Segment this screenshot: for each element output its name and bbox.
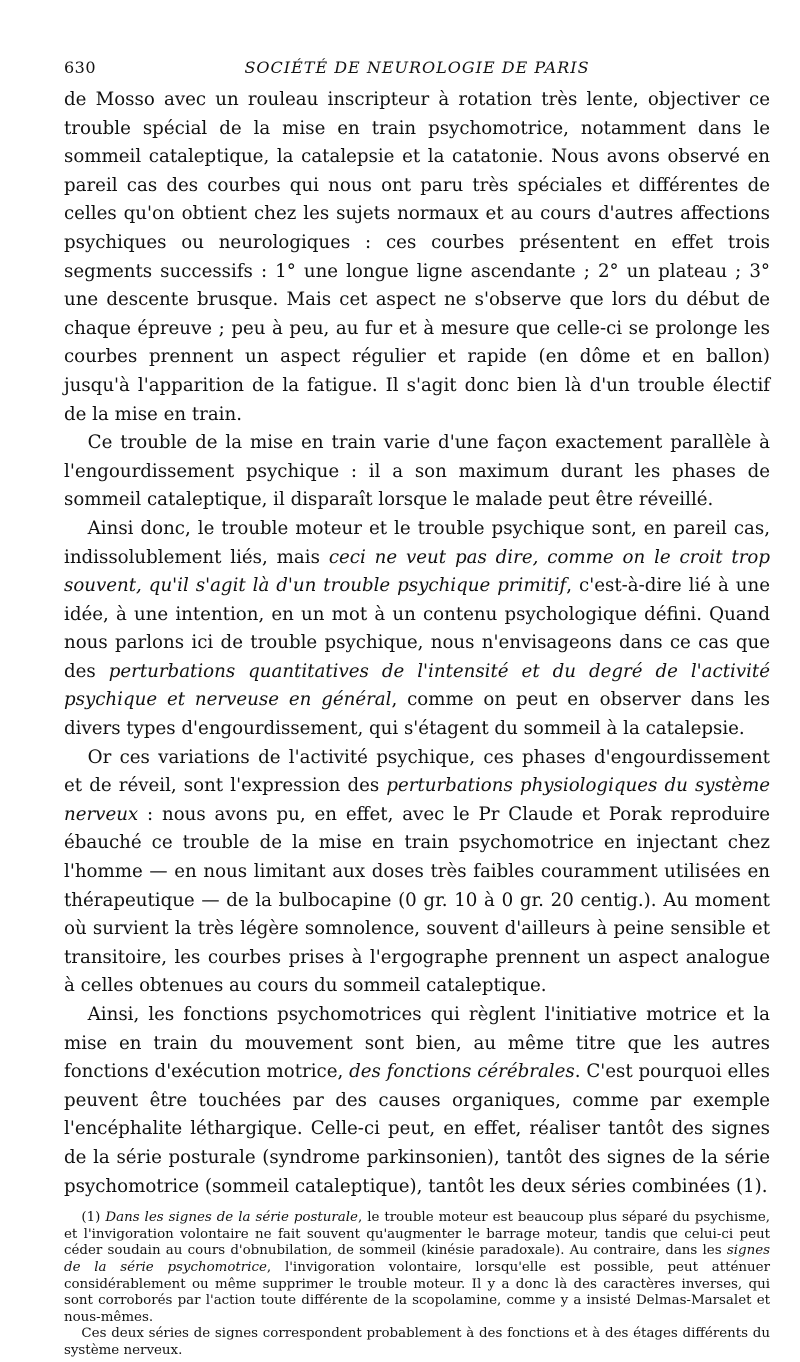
paragraph-2 (64, 429, 770, 515)
text-run: Ainsi donc, le trouble moteur et le trouble psychique sont, en pareil cas, indissolublement liés, mais (64, 517, 770, 568)
italic-phrase: perturbations physiologiques du système nerveux (64, 775, 770, 825)
text-run: , le trouble moteur est beaucoup plus séparé du psychisme, et l'invigoration volontaire ne fait souvent qu'augmenter le barrage moteur, tandis que celui-ci peut céder soudain au cours d'obnubilation, de sommeil (kinésie paradoxale). Au contraire, dans les (64, 1210, 770, 1259)
text-run: , l'invigoration volontaire, lorsqu'elle est possible, peut atténuer considérablement ou même supprimer le trouble moteur. Il y a donc là des caractères inverses, qui sont corroborés par l'action toute différente de la scopolamine, comme y a insisté Delmas-Marsalet et nous-mêmes. (64, 1259, 770, 1325)
footnote-1 (64, 1210, 770, 1326)
text-run: (1) (81, 1210, 106, 1226)
running-title: SOCIÉTÉ DE NEUROLOGIE DE PARIS (244, 58, 590, 77)
italic-phrase: des fonctions cérébrales (349, 1061, 575, 1083)
text-run: Ces deux séries de signes correspondent probablement à des fonctions et à des étages différents du système nerveux. (64, 1326, 770, 1358)
italic-phrase: signes de la série psychomotrice (64, 1243, 770, 1275)
text-run: de Mosso avec un rouleau inscripteur à rotation très lente, objectiver ce trouble spécial de la mise en train psychomotrice, notamment dans le sommeil cataleptique, la catalepsie et la catatonie. Nous avons observé en pareil cas des courbes qui nous ont paru très spéciales et différentes de celles qu'on obtient chez les sujets normaux et au cours d'autres affections psychiques ou neurologiques : ces courbes présentent en effet trois segments successifs : 1° une longue ligne ascendante ; 2° un plateau ; 3° une descente brusque. Mais cet aspect ne s'observe que lors du début de chaque épreuve ; peu à peu, au fur et à mesure que celle-ci se prolonge les courbes prennent un aspect régulier et rapide (en dôme et en ballon) jusqu'à l'apparition de la fatigue. Il s'agit donc bien là d'un trouble électif de la mise en train. (64, 89, 770, 425)
text-run: : nous avons pu, en effet, avec le Pr Claude et Porak reproduire ébauché ce trouble de la mise en train psychomotrice en injectant chez l'homme — en nous limitant aux doses très faibles couramment utilisées en thérapeutique — de la bulbocapine (0 gr. 10 à 0 gr. 20 centig.). Au moment où survient la très légère somnolence, souvent d'ailleurs à peine sensible et transitoire, les courbes prises à l'ergographe prennent un aspect analogue à celles obtenues au cours du sommeil cataleptique. (64, 803, 770, 997)
body-text (64, 86, 770, 1201)
text-run: Ainsi, les fonctions psychomotrices qui règlent l'initiative motrice et la mise en train du mouvement sont bien, au même titre que les autres fonctions d'exécution motrice, (64, 1004, 770, 1083)
page-header (64, 52, 770, 86)
text-run: . C'est pourquoi elles peuvent être touchées par des causes organiques, comme par exemple l'encéphalite léthargique. Celle-ci peut, en effet, réaliser tantôt des signes de la série posturale (syndrome parkinsonien), tantôt des signes de la série psychomotrice (sommeil cataleptique), tantôt les deux séries combinées (1). (64, 1061, 770, 1197)
text-run: , c'est-à-dire lié à une idée, à une intention, en un mot à un contenu psychologique défini. Quand nous parlons ici de trouble psychique, nous n'envisageons dans ce cas que des (64, 575, 770, 682)
italic-phrase: ceci ne veut pas dire, comme on le croit trop souvent, qu'il s'agit là d'un trouble psychique primitif (64, 546, 770, 597)
text-run: Or ces variations de l'activité psychique, ces phases d'engourdissement et de réveil, sont l'expression des (64, 746, 770, 797)
paragraph-1 (64, 86, 770, 429)
text-run: , comme on peut en observer dans les divers types d'engourdissement, qui s'étagent du sommeil à la catalepsie. (64, 689, 770, 740)
italic-phrase: perturbations quantitatives de l'intensité et du degré de l'activité psychique et nerveuse en général (64, 660, 770, 711)
paragraph-5 (64, 1001, 770, 1201)
book-page (64, 52, 770, 1360)
paragraph-4 (64, 744, 770, 1001)
italic-phrase: Dans les signes de la série posturale (105, 1210, 358, 1226)
footnotes (64, 1210, 770, 1359)
text-run: Ce trouble de la mise en train varie d'une façon exactement parallèle à l'engourdissement psychique : il a son maximum durant les phases de sommeil cataleptique, il disparaît lorsque le malade peut être réveillé. (64, 432, 770, 511)
footnote-2 (64, 1326, 770, 1359)
paragraph-3 (64, 515, 770, 744)
page-number: 630 (64, 58, 97, 77)
